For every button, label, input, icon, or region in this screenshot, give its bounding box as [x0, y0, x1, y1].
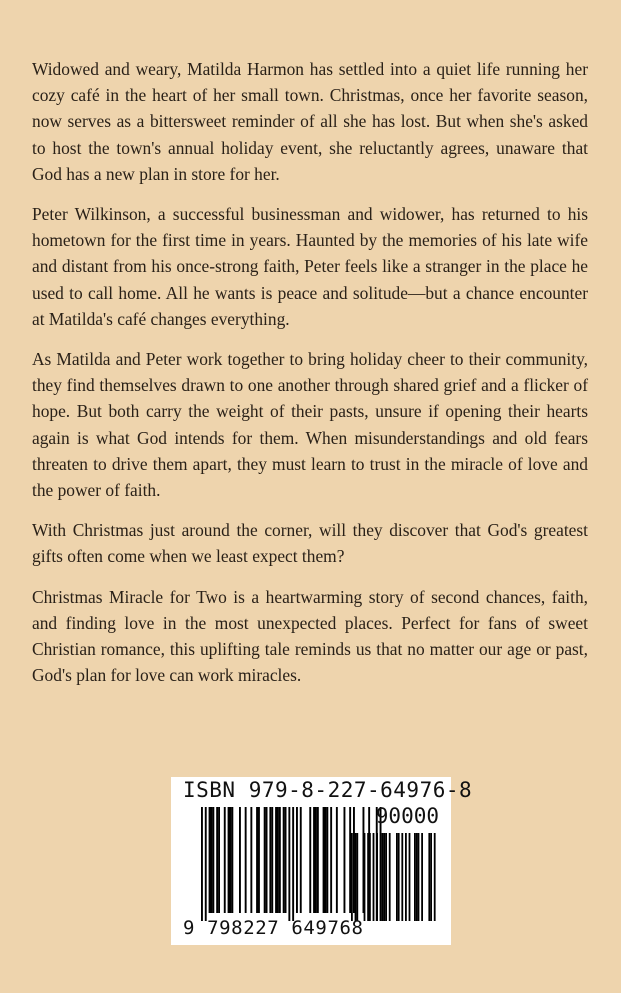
barcode-bar: [218, 807, 220, 913]
barcode-bar: [323, 807, 325, 913]
barcode-bar: [275, 807, 277, 913]
barcode-bar: [256, 807, 258, 913]
addon-barcode-bar: [398, 833, 400, 921]
barcode-bar: [231, 807, 233, 913]
barcode-bar: [330, 807, 332, 913]
barcode-bar: [317, 807, 319, 913]
addon-barcode-bar: [367, 833, 369, 921]
barcode-bar: [309, 807, 311, 913]
barcode-bar: [300, 807, 302, 913]
barcode-bar: [230, 807, 232, 913]
barcode-bar: [212, 807, 214, 913]
barcode-bar: [283, 807, 285, 913]
barcode-bar: [292, 807, 294, 921]
addon-barcode-bar: [355, 833, 357, 921]
blurb-paragraph: With Christmas just around the corner, will they discover that God's greatest gifts often come when we least expect them?: [32, 520, 588, 567]
addon-barcode-bar: [405, 833, 407, 921]
back-cover-blurb: [32, 56, 588, 702]
barcode-bar: [250, 807, 252, 913]
barcode-bar: [266, 807, 268, 913]
barcode-bar: [258, 807, 260, 913]
addon-barcode-bar: [383, 833, 385, 921]
barcode-bar: [315, 807, 317, 913]
barcode-bar: [211, 807, 213, 913]
barcode-bar: [326, 807, 328, 913]
barcode-bar: [285, 807, 287, 913]
addon-barcode-bar: [385, 833, 387, 921]
addon-barcode-bar: [396, 833, 398, 921]
barcode-bar: [271, 807, 273, 913]
addon-barcode-bar: [364, 833, 366, 921]
addon-barcode-bar: [373, 833, 375, 921]
barcode-bar: [325, 807, 327, 913]
price-code: 90000: [375, 804, 439, 828]
barcode-bar: [245, 807, 247, 913]
blurb-paragraph: Widowed and weary, Matilda Harmon has settled into a quiet life running her cozy café in the heart of her small town. Christmas, once her favorite season, now serves as a bittersweet reminder of all she has lost. But when she's asked to host the town's annual holiday event, she reluctantly agrees, unaware that God has a new plan in store for her.: [32, 59, 588, 184]
barcode-bar: [216, 807, 218, 913]
addon-barcode-bar: [416, 833, 418, 921]
addon-barcode-bar: [401, 833, 403, 921]
blurb-paragraph: Christmas Miracle for Two is a heartwarming story of second chances, faith, and finding love in the most unexpected places. Perfect for fans of sweet Christian romance, this uplifting tale reminds us that no matter our age or past, God's plan for love can work miracles.: [32, 586, 588, 686]
barcode-bar: [277, 807, 279, 913]
isbn-barcode-block: [171, 777, 473, 945]
addon-barcode-bar: [369, 833, 371, 921]
barcode-bar: [269, 807, 271, 913]
barcode-bar: [205, 807, 207, 921]
addon-barcode-bar: [434, 833, 436, 921]
barcode-bar: [349, 807, 351, 913]
addon-barcode-bar: [351, 833, 353, 921]
barcode-bar: [264, 807, 266, 913]
ean-digits: 9 798227 649768: [183, 917, 364, 939]
barcode-bar: [224, 807, 226, 913]
addon-barcode-bar: [421, 833, 423, 921]
addon-barcode-bar: [382, 833, 384, 921]
addon-barcode-bar: [356, 833, 358, 921]
barcode-bar: [336, 807, 338, 913]
barcode-bar: [209, 807, 211, 913]
barcode-bar: [344, 807, 346, 913]
blurb-paragraph: Peter Wilkinson, a successful businessman and widower, has returned to his hometown for the first time in years. Haunted by the memories of his late wife and distant from his once-strong faith, Peter feels like a stranger in the place he used to call home. All he wants is peace and solitude—but a chance encounter at Matilda's café changes everything.: [32, 204, 588, 329]
addon-barcode-bar: [376, 833, 378, 921]
addon-barcode-bar: [409, 833, 411, 921]
addon-barcode-bar: [428, 833, 430, 921]
barcode-bar: [296, 807, 298, 913]
addon-barcode-bar: [389, 833, 391, 921]
barcode-bar: [279, 807, 281, 913]
blurb-paragraph: As Matilda and Peter work together to bring holiday cheer to their community, they find themselves drawn to one another through shared grief and a flicker of hope. But both carry the weight of their pasts, unsure if opening their hearts again is what God intends for them. When misunderstandings and old fears threaten to drive them apart, they must learn to trust in the miracle of love and the power of faith.: [32, 349, 588, 501]
addon-barcode-bar: [414, 833, 416, 921]
addon-barcode-bar: [418, 833, 420, 921]
isbn-label: ISBN 979-8-227-64976-8: [183, 778, 473, 802]
barcode-bar: [228, 807, 230, 913]
barcode-bar: [313, 807, 315, 913]
addon-barcode-bar: [430, 833, 432, 921]
barcode-bar: [201, 807, 203, 921]
barcode-bar: [288, 807, 290, 921]
barcode-bar: [239, 807, 241, 913]
